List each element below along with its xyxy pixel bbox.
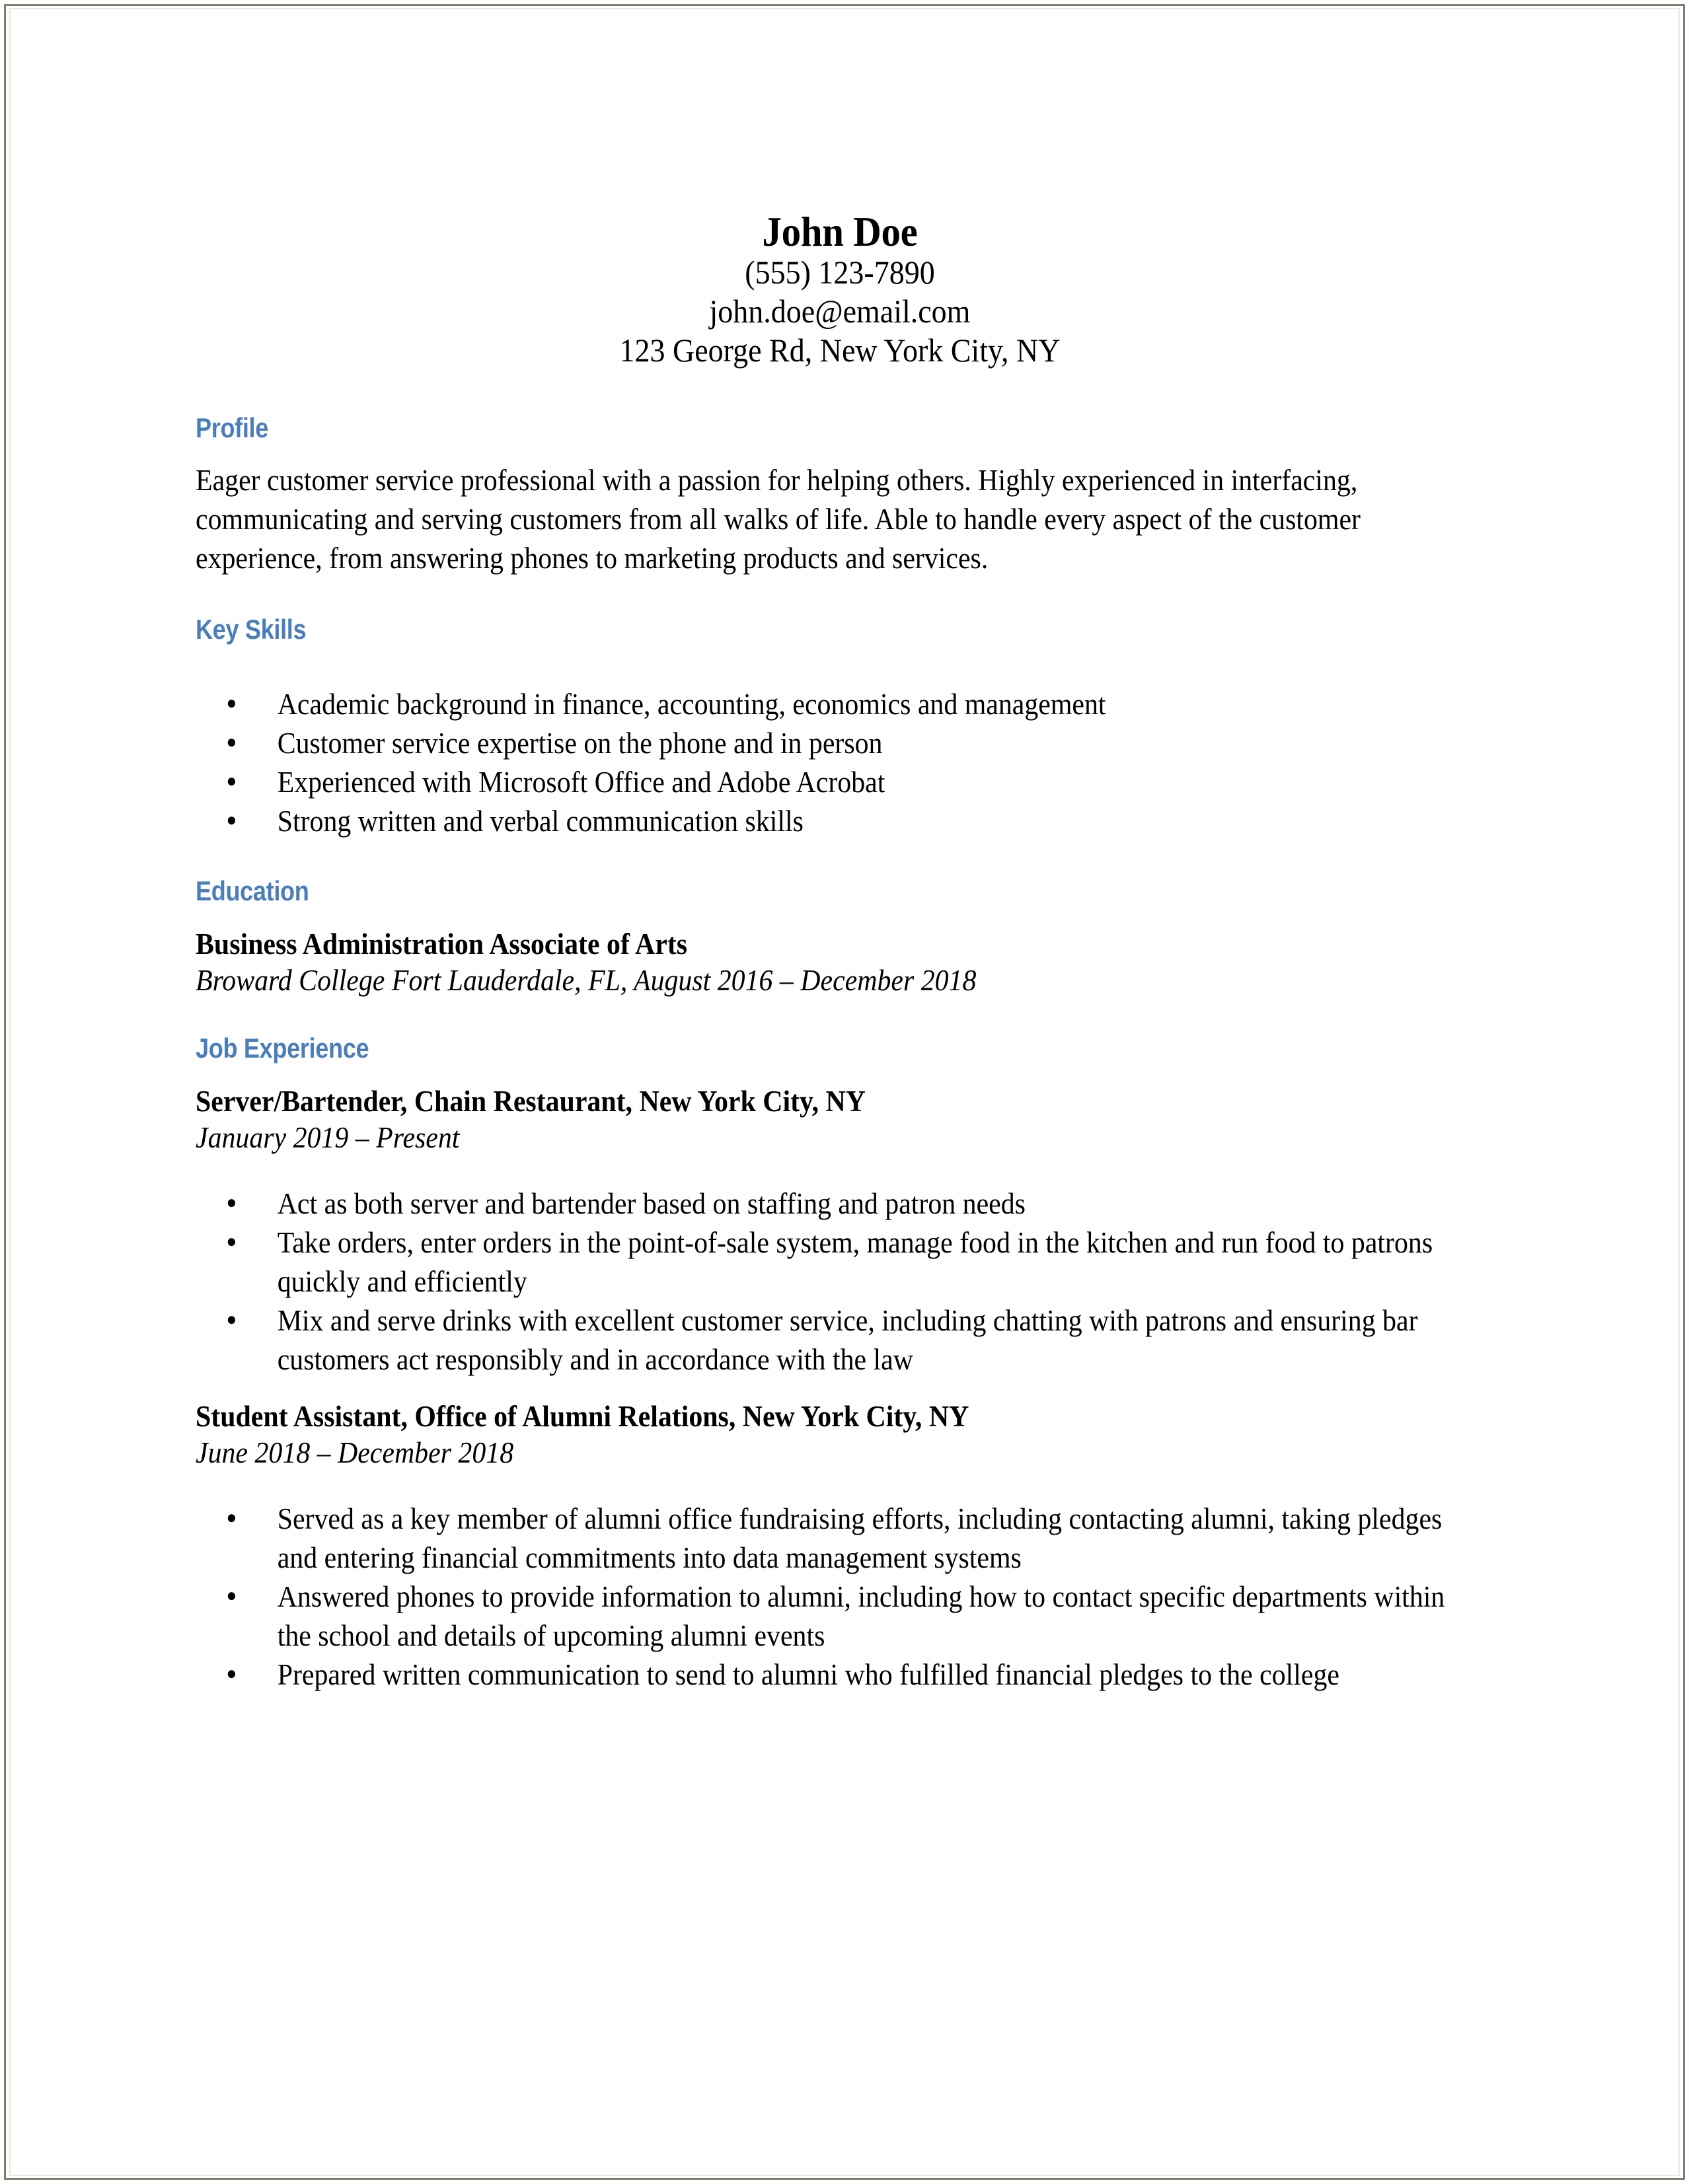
candidate-address: 123 George Rd, New York City, NY: [619, 332, 1061, 369]
job-entry: [196, 1083, 1484, 1379]
list-item: ● Strong written and verbal communication skills: [196, 802, 1474, 841]
resume-header: [196, 0, 1484, 370]
candidate-phone: (555) 123-7890: [745, 254, 935, 291]
section-heading-key-skills: Key Skills: [196, 614, 307, 645]
education-entry: [196, 926, 1484, 998]
list-item: ● Served as a key member of alumni office fundraising efforts, including contacting alumni, taking pledges and entering financial commitments into data management systems: [196, 1500, 1474, 1578]
list-item: ● Academic background in finance, accounting, economics and management: [196, 685, 1474, 724]
key-skills-list: [196, 685, 1474, 841]
section-heading-job-experience: Job Experience: [196, 1033, 369, 1064]
list-item: ● Act as both server and bartender based on staffing and patron needs: [196, 1184, 1474, 1223]
list-item: ● Customer service expertise on the phone and in person: [196, 724, 1474, 763]
section-heading-education: Education: [196, 875, 309, 907]
candidate-email: john.doe@email.com: [709, 293, 971, 330]
education-degree: Business Administration Associate of Arts: [196, 928, 688, 961]
job-responsibilities-list: [196, 1500, 1474, 1694]
job-title: Server/Bartender, Chain Restaurant, New York City, NY: [196, 1085, 866, 1118]
resume-content: [196, 0, 1484, 1694]
job-responsibilities-list: [196, 1184, 1474, 1379]
job-dates: January 2019 – Present: [196, 1121, 460, 1155]
candidate-name: John Doe: [762, 208, 918, 255]
list-item: ● Answered phones to provide information to alumni, including how to contact specific departments within the school and details of upcoming alumni events: [196, 1578, 1474, 1656]
list-item: ● Experienced with Microsoft Office and Adobe Acrobat: [196, 763, 1474, 802]
job-title: Student Assistant, Office of Alumni Relations, New York City, NY: [196, 1400, 969, 1434]
list-item: ● Prepared written communication to send to alumni who fulfilled financial pledges to the college: [196, 1656, 1474, 1694]
profile-summary-text: Eager customer service professional with a passion for helping others. Highly experienced in interfacing, communicating and serving customers from all walks of life. Able to handle every aspect of the customer experience, from answering phones to marketing products and services.: [196, 464, 1361, 575]
education-school-dates: Broward College Fort Lauderdale, FL, August 2016 – December 2018: [196, 964, 977, 998]
list-item: ● Mix and serve drinks with excellent customer service, including chatting with patrons and ensuring bar customers act responsibly and in accordance with the law: [196, 1301, 1474, 1379]
section-heading-profile: Profile: [196, 412, 268, 444]
list-item: ● Take orders, enter orders in the point-of-sale system, manage food in the kitchen and run food to patrons quickly and efficiently: [196, 1223, 1474, 1301]
job-entry: [196, 1398, 1484, 1694]
job-dates: June 2018 – December 2018: [196, 1436, 514, 1470]
